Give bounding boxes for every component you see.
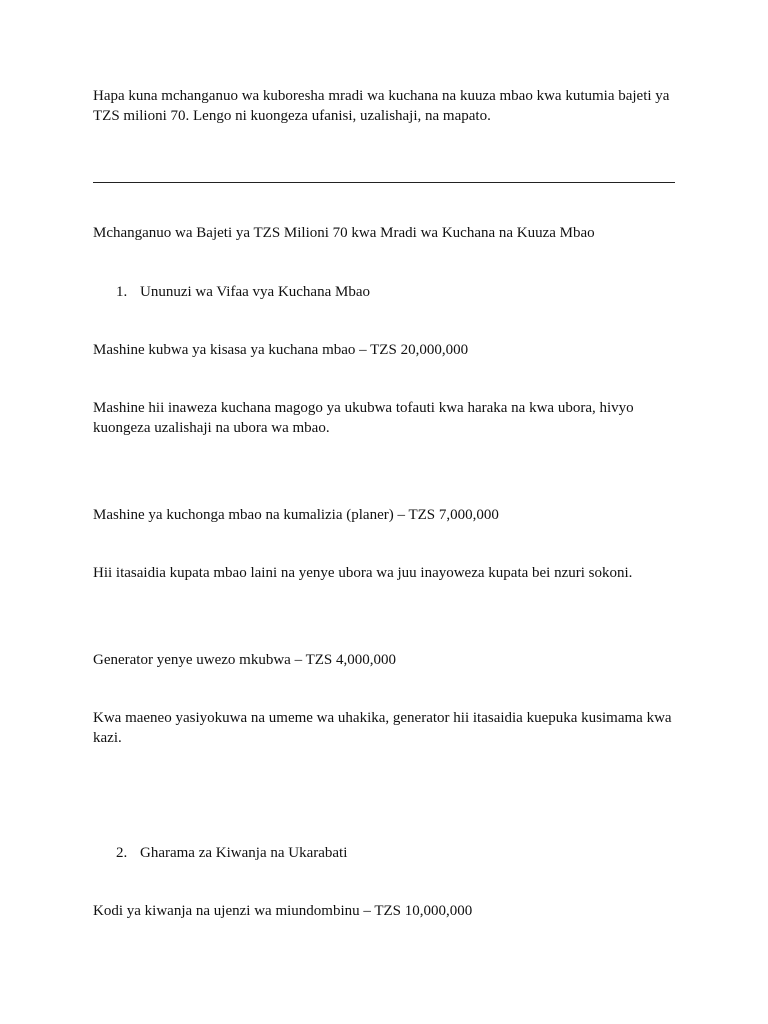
intro-paragraph: Hapa kuna mchanganuo wa kuboresha mradi wa kuchana na kuuza mbao kwa kutumia bajeti ya TZS milioni 70. Lengo ni kuongeza ufanisi, uzalishaji, na mapato. [93, 88, 670, 124]
section-1-number: 1. [116, 284, 128, 300]
section-1-title: Ununuzi wa Vifaa vya Kuchana Mbao [140, 284, 370, 300]
item-planer: Mashine ya kuchonga mbao na kumalizia (planer) – TZS 7,000,000 [93, 507, 499, 523]
section-2-title: Gharama za Kiwanja na Ukarabati [140, 845, 348, 861]
item-land-rent: Kodi ya kiwanja na ujenzi wa miundombinu – TZS 10,000,000 [93, 903, 473, 919]
item-large-sawmill: Mashine kubwa ya kisasa ya kuchana mbao – TZS 20,000,000 [93, 342, 469, 358]
horizontal-divider [93, 182, 675, 183]
section-2-number: 2. [116, 845, 128, 861]
budget-heading: Mchanganuo wa Bajeti ya TZS Milioni 70 kwa Mradi wa Kuchana na Kuuza Mbao [93, 225, 595, 241]
item-generator-description: Kwa maeneo yasiyokuwa na umeme wa uhakika, generator hii itasaidia kuepuka kusimama kwa kazi. [93, 710, 672, 746]
item-generator: Generator yenye uwezo mkubwa – TZS 4,000,000 [93, 652, 396, 668]
item-large-sawmill-description: Mashine hii inaweza kuchana magogo ya ukubwa tofauti kwa haraka na kwa ubora, hivyo kuongeza uzalishaji na ubora wa mbao. [93, 400, 634, 436]
item-planer-description: Hii itasaidia kupata mbao laini na yenye ubora wa juu inayoweza kupata bei nzuri sokoni. [93, 565, 633, 581]
